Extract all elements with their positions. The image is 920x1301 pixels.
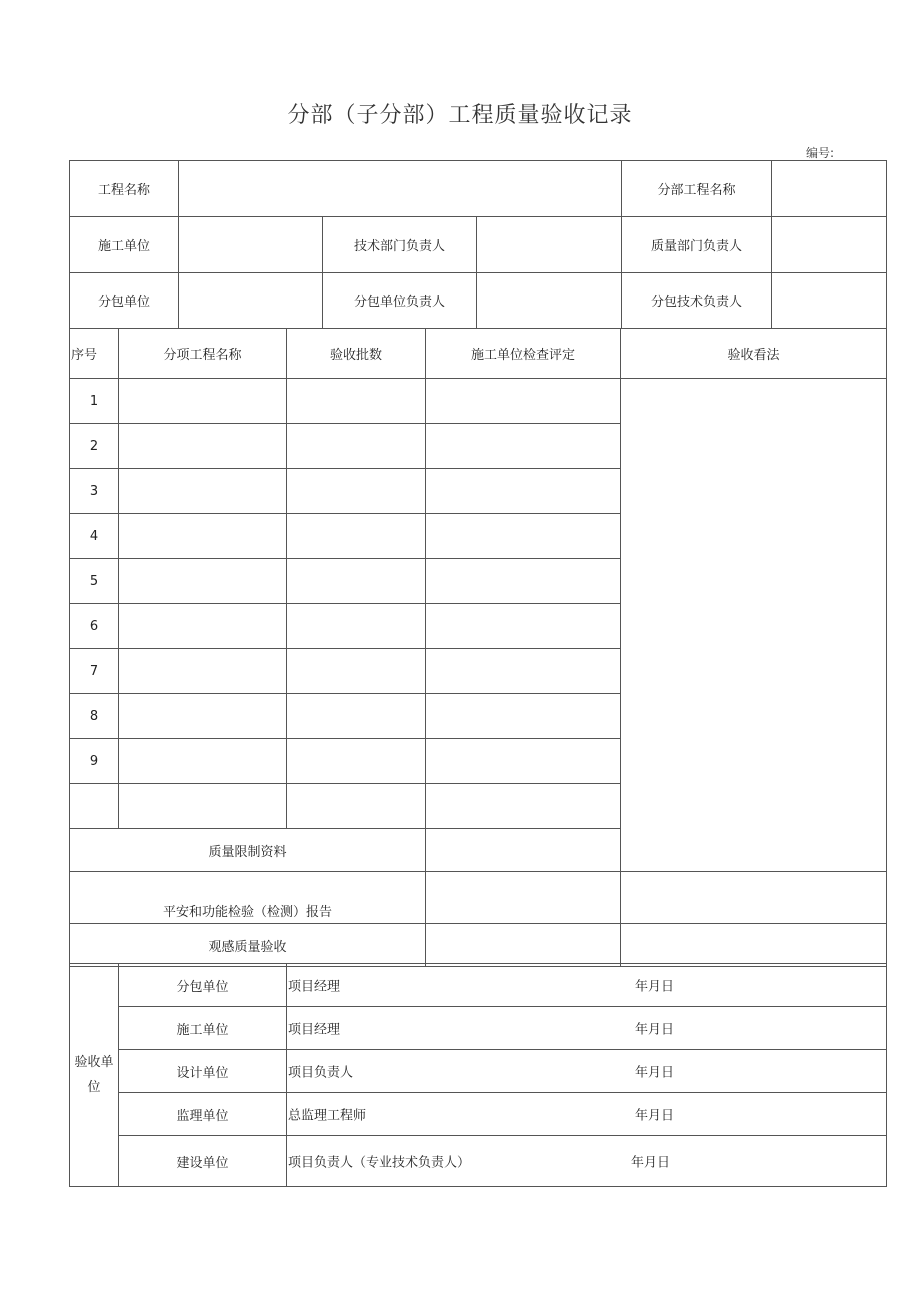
project-name-field[interactable] bbox=[179, 161, 622, 217]
acceptance-unit-name: 施工单位 bbox=[119, 1007, 287, 1050]
construction-unit-label: 施工单位 bbox=[70, 217, 179, 273]
construction-eval-cell[interactable] bbox=[426, 604, 621, 649]
signature-cell[interactable] bbox=[287, 1136, 887, 1187]
acceptance-group-label bbox=[70, 964, 119, 1187]
batch-count-cell[interactable] bbox=[287, 604, 426, 649]
batch-count-cell[interactable] bbox=[287, 379, 426, 424]
signer-role: 项目负责人（专业技术负责人） bbox=[288, 1155, 471, 1171]
item-name-cell[interactable] bbox=[119, 559, 287, 604]
item-name-cell[interactable] bbox=[119, 514, 287, 559]
page-title: 分部（子分部）工程质量验收记录 bbox=[287, 103, 633, 128]
row-number: 3 bbox=[70, 469, 119, 514]
row-number: 2 bbox=[70, 424, 119, 469]
subcontract-unit-head-field[interactable] bbox=[477, 273, 622, 329]
acceptance-group-text: 验收单 位 bbox=[74, 1055, 114, 1095]
item-name-cell[interactable] bbox=[119, 469, 287, 514]
signer-role: 项目经理 bbox=[288, 1022, 341, 1038]
item-name-cell[interactable] bbox=[119, 739, 287, 784]
acceptance-opinion-cell[interactable] bbox=[621, 379, 887, 872]
item-name-cell[interactable] bbox=[119, 649, 287, 694]
acceptance-unit-name: 监理单位 bbox=[119, 1093, 287, 1136]
code-label: 编号: bbox=[806, 146, 835, 160]
project-info-table bbox=[69, 160, 887, 329]
sub-project-name-field[interactable] bbox=[772, 161, 887, 217]
safety-test-opinion-cell[interactable] bbox=[621, 872, 887, 924]
construction-eval-cell[interactable] bbox=[426, 784, 621, 829]
batch-count-cell[interactable] bbox=[287, 559, 426, 604]
signature-date: 年月日 bbox=[631, 1155, 671, 1171]
construction-eval-cell[interactable] bbox=[426, 379, 621, 424]
acceptance-unit-name: 建设单位 bbox=[119, 1136, 287, 1187]
construction-eval-cell[interactable] bbox=[426, 559, 621, 604]
row-number: 6 bbox=[70, 604, 119, 649]
signer-role: 总监理工程师 bbox=[288, 1108, 367, 1124]
appearance-cell[interactable] bbox=[426, 924, 621, 967]
row-number: 4 bbox=[70, 514, 119, 559]
quality-control-cell[interactable] bbox=[426, 829, 621, 872]
quality-dept-head-label: 质量部门负责人 bbox=[622, 217, 772, 273]
item-name-cell[interactable] bbox=[119, 694, 287, 739]
signer-role: 项目负责人 bbox=[288, 1065, 354, 1081]
batch-count-cell[interactable] bbox=[287, 739, 426, 784]
signature-date: 年月日 bbox=[635, 1108, 675, 1124]
construction-unit-field[interactable] bbox=[179, 217, 323, 273]
row-number: 7 bbox=[70, 649, 119, 694]
header-acceptance-opinion: 验收看法 bbox=[621, 329, 887, 379]
subcontract-unit-head-label: 分包单位负责人 bbox=[323, 273, 477, 329]
batch-count-cell[interactable] bbox=[287, 424, 426, 469]
construction-eval-cell[interactable] bbox=[426, 739, 621, 784]
project-name-label: 工程名称 bbox=[70, 161, 179, 217]
row-number: 1 bbox=[70, 379, 119, 424]
header-batch-count: 验收批数 bbox=[287, 329, 426, 379]
subcontract-unit-field[interactable] bbox=[179, 273, 323, 329]
header-seq: 序号 bbox=[70, 329, 119, 379]
header-item-name: 分项工程名称 bbox=[119, 329, 287, 379]
item-name-cell[interactable] bbox=[119, 424, 287, 469]
appearance-opinion-cell[interactable] bbox=[621, 924, 887, 967]
signature-date: 年月日 bbox=[635, 1022, 675, 1038]
signature-date: 年月日 bbox=[635, 979, 675, 995]
batch-count-cell[interactable] bbox=[287, 694, 426, 739]
construction-eval-cell[interactable] bbox=[426, 424, 621, 469]
batch-count-cell[interactable] bbox=[287, 469, 426, 514]
row-number bbox=[70, 784, 119, 829]
acceptance-unit-name: 设计单位 bbox=[119, 1050, 287, 1093]
signature-date: 年月日 bbox=[635, 1065, 675, 1081]
safety-test-label: 平安和功能检验（检测）报告 bbox=[70, 872, 426, 924]
construction-eval-cell[interactable] bbox=[426, 469, 621, 514]
tech-dept-head-label: 技术部门负责人 bbox=[323, 217, 477, 273]
header-construction-eval: 施工单位检查评定 bbox=[426, 329, 621, 379]
acceptance-unit-name: 分包单位 bbox=[119, 964, 287, 1007]
items-table bbox=[69, 328, 887, 967]
signature-cell[interactable] bbox=[287, 1050, 887, 1093]
subcontract-unit-label: 分包单位 bbox=[70, 273, 179, 329]
row-number: 9 bbox=[70, 739, 119, 784]
item-name-cell[interactable] bbox=[119, 784, 287, 829]
appearance-label: 观感质量验收 bbox=[70, 924, 426, 967]
item-name-cell[interactable] bbox=[119, 604, 287, 649]
batch-count-cell[interactable] bbox=[287, 514, 426, 559]
subcontract-tech-head-label: 分包技术负责人 bbox=[622, 273, 772, 329]
sub-project-name-label: 分部工程名称 bbox=[622, 161, 772, 217]
signer-role: 项目经理 bbox=[288, 979, 341, 995]
construction-eval-cell[interactable] bbox=[426, 694, 621, 739]
tech-dept-head-field[interactable] bbox=[477, 217, 622, 273]
construction-eval-cell[interactable] bbox=[426, 649, 621, 694]
signature-cell[interactable] bbox=[287, 1093, 887, 1136]
signature-cell[interactable] bbox=[287, 964, 887, 1007]
signature-cell[interactable] bbox=[287, 1007, 887, 1050]
acceptance-units-table bbox=[69, 963, 887, 1187]
safety-test-cell[interactable] bbox=[426, 872, 621, 924]
row-number: 5 bbox=[70, 559, 119, 604]
item-name-cell[interactable] bbox=[119, 379, 287, 424]
batch-count-cell[interactable] bbox=[287, 784, 426, 829]
construction-eval-cell[interactable] bbox=[426, 514, 621, 559]
quality-dept-head-field[interactable] bbox=[772, 217, 887, 273]
quality-control-label: 质量限制资料 bbox=[70, 829, 426, 872]
subcontract-tech-head-field[interactable] bbox=[772, 273, 887, 329]
batch-count-cell[interactable] bbox=[287, 649, 426, 694]
row-number: 8 bbox=[70, 694, 119, 739]
